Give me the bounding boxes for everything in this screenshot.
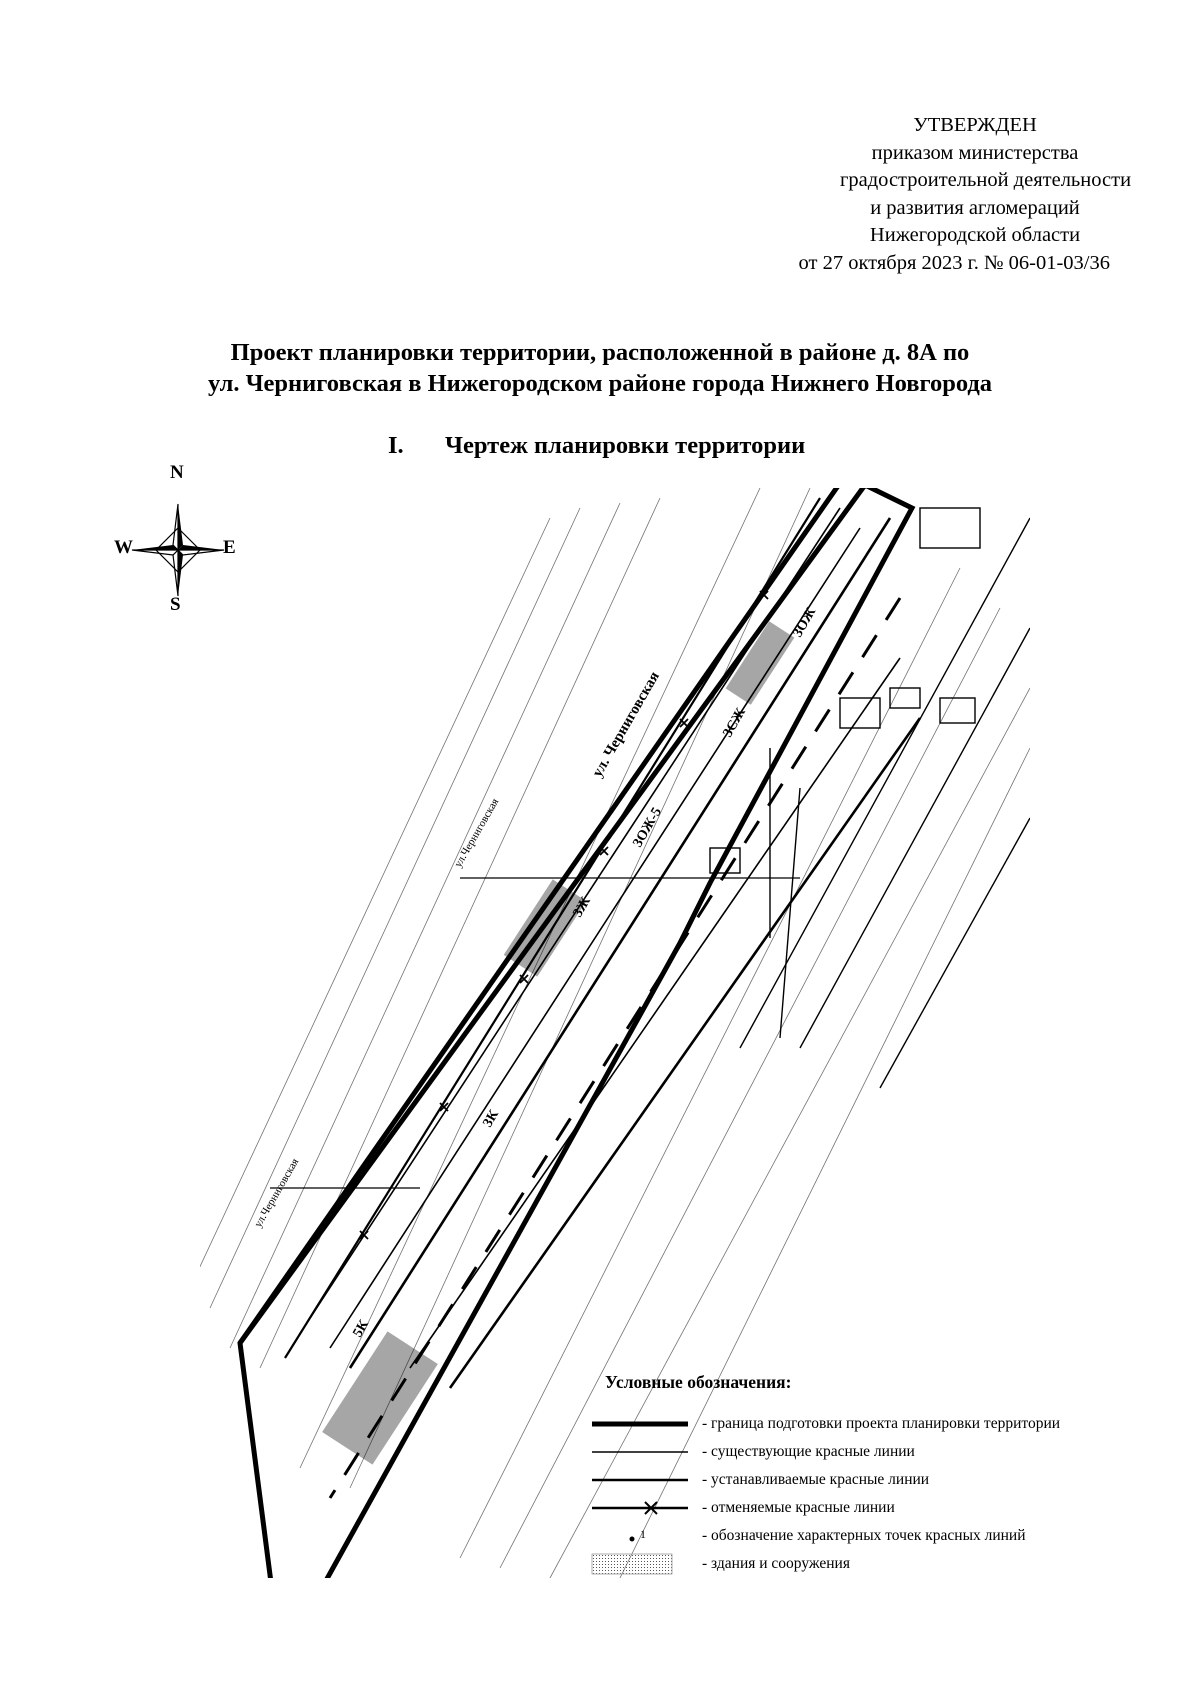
zone-label: 3Ж bbox=[570, 894, 594, 920]
legend-item-boundary bbox=[590, 1412, 1130, 1436]
legend-item-existing bbox=[590, 1440, 1130, 1464]
medium-line-icon bbox=[590, 1468, 690, 1492]
legend-item-established bbox=[590, 1468, 1130, 1492]
legend-label: - обозначение характерных точек красных линий bbox=[702, 1527, 1026, 1544]
title-line-2: ул. Черниговская в Нижегородском районе города Нижнего Новгорода bbox=[207, 370, 993, 397]
street-label-small: ул.Черниговская bbox=[252, 1156, 302, 1230]
thin-line-icon bbox=[590, 1440, 690, 1464]
legend-item-cancelled bbox=[590, 1496, 1130, 1520]
zone-label: 3СЖ bbox=[720, 705, 749, 740]
document-title bbox=[0, 337, 1200, 399]
approval-heading: УТВЕРЖДЕН bbox=[913, 114, 1037, 136]
legend-title: Условные обозначения: bbox=[605, 1372, 792, 1392]
street-label: ул. Черниговская bbox=[589, 669, 663, 780]
legend-label: - устанавливаемые красные линии bbox=[702, 1471, 930, 1488]
approval-line: приказом министерства bbox=[871, 141, 1079, 164]
legend-label: - граница подготовки проекта планировки территории bbox=[702, 1415, 1061, 1432]
section-number: I. bbox=[388, 432, 404, 459]
approval-block bbox=[690, 112, 1132, 277]
legend-label: - отменяемые красные линии bbox=[702, 1499, 895, 1516]
point-number-sample: 1 bbox=[640, 1527, 646, 1541]
approval-line: Нижегородской области bbox=[869, 224, 1081, 246]
thick-line-icon bbox=[590, 1412, 690, 1436]
compass-west-label: W bbox=[114, 537, 133, 558]
legend-item-points bbox=[590, 1524, 1130, 1548]
section-title: Чертеж планировки территории bbox=[445, 432, 806, 459]
zone-label: 5К bbox=[350, 1317, 373, 1340]
legend-label: - существующие красные линии bbox=[702, 1443, 915, 1460]
compass-east-label: E bbox=[223, 537, 236, 558]
title-line-1: Проект планировки территории, расположенной в районе д. 8А по bbox=[230, 339, 970, 366]
hatched-box-icon bbox=[590, 1552, 690, 1576]
approval-line: и развития агломераций bbox=[870, 196, 1080, 219]
legend-item-buildings bbox=[590, 1552, 1130, 1576]
zone-label: 3ОЖ-5 bbox=[630, 805, 665, 850]
approval-line: градостроительной деятельности bbox=[840, 169, 1132, 191]
compass-south-label: S bbox=[170, 594, 181, 615]
compass-north-label: N bbox=[170, 462, 184, 483]
legend-label: - здания и сооружения bbox=[702, 1555, 850, 1572]
zone-label: 3К bbox=[480, 1107, 503, 1130]
crossed-line-icon bbox=[590, 1496, 690, 1520]
street-label-small: ул.Черниговская bbox=[452, 796, 502, 870]
approval-order-line: от 27 октября 2023 г. № 06-01-03/36 bbox=[798, 251, 1110, 274]
zone-label: 3ОЖ bbox=[790, 605, 820, 640]
